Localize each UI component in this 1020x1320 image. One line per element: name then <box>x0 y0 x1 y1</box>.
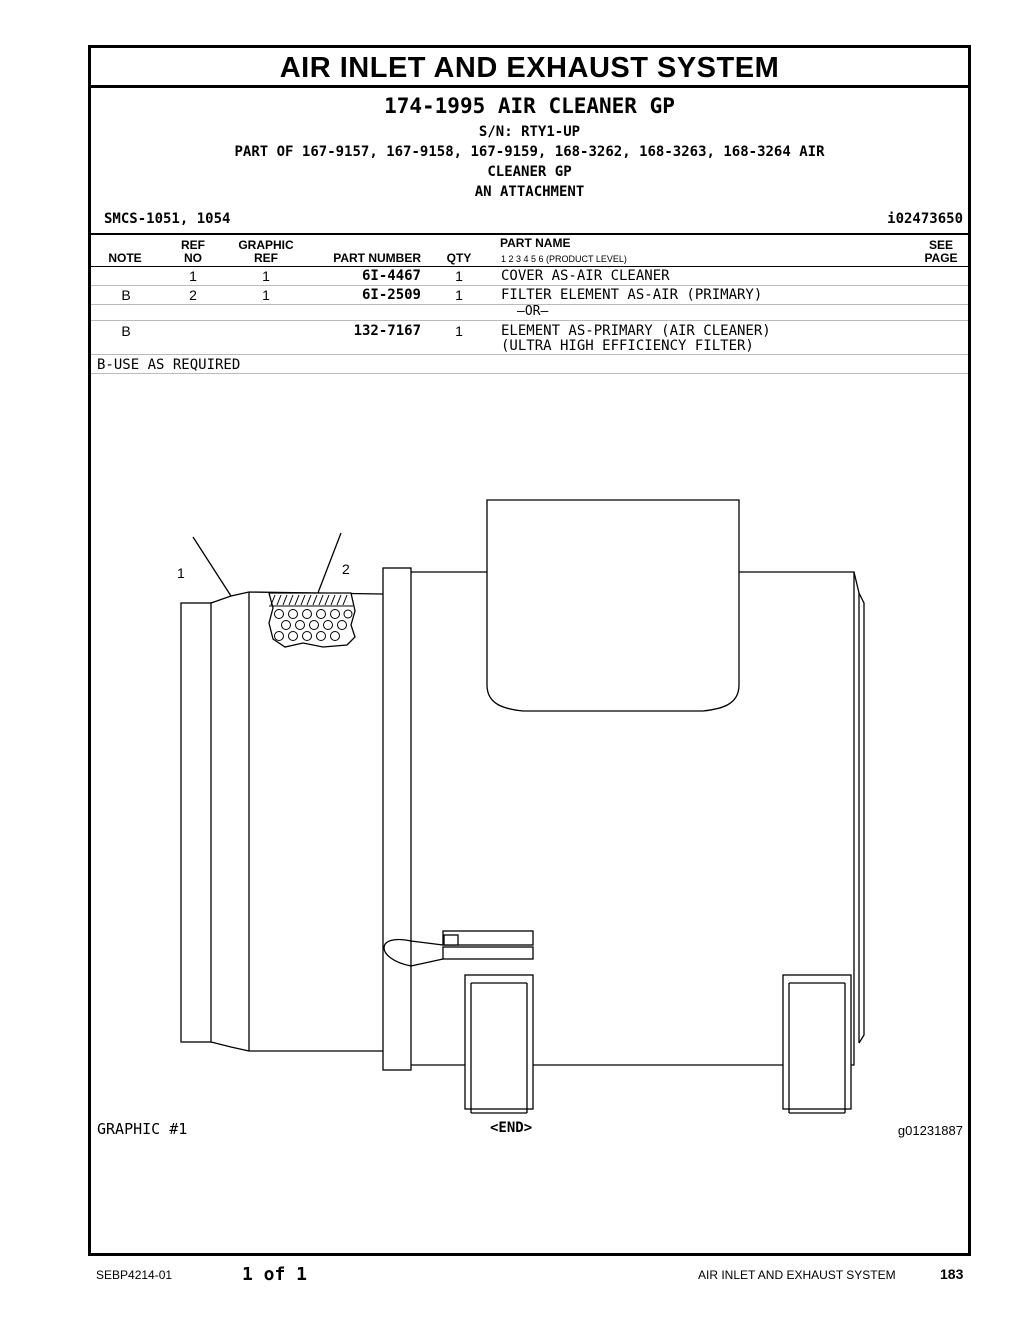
or-separator: —OR— <box>517 304 549 319</box>
note-b-text: B-USE AS REQUIRED <box>97 357 241 373</box>
header-product-levels: 1 2 3 4 5 6 (PRODUCT LEVEL) <box>501 254 627 264</box>
graphic-id: g01231887 <box>897 1123 963 1138</box>
row-2-part-name: FILTER ELEMENT AS-AIR (PRIMARY) <box>501 287 763 303</box>
footer-page-of: 1 of 1 <box>242 1264 308 1285</box>
serial-number: S/N: RTY1-UP <box>478 124 581 140</box>
header-ref-no-2: NO <box>184 251 202 265</box>
header-part-name: PART NAME <box>500 236 571 250</box>
row-2-ref-no: 2 <box>189 287 197 303</box>
row-1-part-name: COVER AS-AIR CLEANER <box>501 268 670 284</box>
row-3-qty: 1 <box>455 323 463 339</box>
header-graphic-ref-2: REF <box>254 251 278 265</box>
header-see-page-1: SEE <box>928 238 953 252</box>
smcs-code: SMCS-1051, 1054 <box>104 211 231 227</box>
header-see-page-2: PAGE <box>924 251 958 265</box>
header-ref-no-1: REF <box>181 238 205 252</box>
row-3-note: B <box>121 323 131 339</box>
header-part-number: PART NUMBER <box>333 251 421 265</box>
row-2-part-number: 6I-2509 <box>361 287 421 303</box>
row-2-qty: 1 <box>455 287 463 303</box>
air-cleaner-illustration <box>91 48 968 1253</box>
footer-section: AIR INLET AND EXHAUST SYSTEM <box>698 1268 896 1282</box>
page-frame <box>88 45 971 1256</box>
group-title: 174-1995 AIR CLEANER GP <box>384 94 675 118</box>
part-of-line-2: CLEANER GP <box>487 164 572 180</box>
row-1-ref-no: 1 <box>189 268 197 284</box>
section-title: AIR INLET AND EXHAUST SYSTEM <box>279 52 780 84</box>
row-1-qty: 1 <box>455 268 463 284</box>
header-note: NOTE <box>108 251 142 265</box>
end-marker: <END> <box>490 1120 533 1136</box>
row-1-part-number: 6I-4467 <box>361 268 421 284</box>
header-graphic-ref-1: GRAPHIC <box>238 238 294 252</box>
header-qty: QTY <box>446 251 472 265</box>
part-of-line-1: PART OF 167-9157, 167-9158, 167-9159, 168-3262, 168-3263, 168-3264 AIR <box>234 144 825 160</box>
row-3-part-name-line-2: (ULTRA HIGH EFFICIENCY FILTER) <box>501 338 754 354</box>
graphic-label: GRAPHIC #1 <box>97 1120 188 1138</box>
document-id: i02473650 <box>887 211 963 227</box>
callout-1: 1 <box>177 565 185 581</box>
row-2-note: B <box>121 287 131 303</box>
row-3-part-number: 132-7167 <box>353 323 421 339</box>
footer-doc-number: SEBP4214-01 <box>96 1268 173 1282</box>
row-3-part-name: ELEMENT AS-PRIMARY (AIR CLEANER) <box>501 323 771 339</box>
footer-page-number: 183 <box>940 1266 964 1282</box>
attachment-line: AN ATTACHMENT <box>474 184 585 200</box>
row-2-graphic-ref: 1 <box>262 287 270 303</box>
row-1-graphic-ref: 1 <box>262 268 270 284</box>
callout-2: 2 <box>342 561 350 577</box>
